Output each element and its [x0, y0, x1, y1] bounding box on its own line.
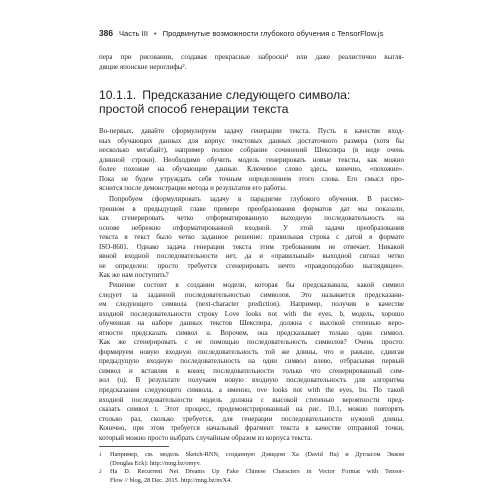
running-header: [99, 26, 399, 40]
footnote-line: Ha D. Recurrent Net Dreams Up Fake Chinese Characters in Vector Format with Tensor-: [110, 468, 404, 476]
footnote-marker: 2: [99, 469, 102, 476]
part-label: Часть III: [118, 28, 148, 38]
text-line: предсказания следующего символа, а именно, ove looks not with the eyes, bu. По такой: [99, 386, 404, 395]
text-line: следует за заданной последовательностью символов. Это называется предсказани-: [99, 290, 404, 299]
text-line: который можно просто выбрать случайным образом из корпуса текста.: [99, 433, 313, 442]
text-line: тренном в предыдущей главе примере преобразования форматов дат мы показали,: [99, 204, 404, 213]
text-line: сказать символ t. Этот процесс, продемонстрированный на рис. 10.1, можно повторять: [99, 405, 404, 414]
footnote-line: (Douglas Eck): http://mng.bz/omyv.: [110, 459, 201, 467]
text-line: столько раз, сколько требуется, для генерации последовательности нужной длины.: [99, 414, 404, 423]
text-line: пера при рисовании, создавая прекрасные наброски¹ или даже реалистично выгля-: [99, 53, 404, 61]
text-line: ISO-8601. Однако задача генерации текста этим требованиям не отвечает. Никакой: [99, 242, 404, 251]
text-line: как сгенерировать четко отформатированную выходную последовательность на: [99, 214, 404, 223]
text-line: обученная на наборе данных текстов Шекспира, должна с высокой степенью веро-: [99, 319, 404, 328]
footnote-1: [99, 451, 404, 468]
footnote-marker: 1: [99, 452, 102, 458]
text-line: Как же нам поступить?: [99, 271, 169, 280]
footnote-line: Например, см. модель Sketch-RNN, созданную Дэвидом Ха (David Ha) и Дугласом Экком: [110, 451, 404, 458]
header-bullet: •: [153, 28, 157, 38]
text-line: основе небрежно отформатированной входной. У этой задачи преобразования: [99, 223, 404, 232]
text-line: несколько мегабайт), например полное собрание сочинений Шекспира (в виде очень: [99, 146, 404, 155]
paragraph-3: [99, 281, 404, 443]
section-title-line1: Предсказание следующего символа:: [142, 88, 351, 102]
text-line: дящие японские иероглифы².: [99, 62, 187, 71]
page-number: 386: [99, 28, 113, 38]
footnotes: [99, 451, 404, 485]
text-line: Попробуем сформулировать задачу в парадигме глубокого обучения. В рассмо-: [109, 195, 404, 203]
text-line: ятности предсказать символ u. Впрочем, она предсказывает только один символ.: [99, 328, 404, 337]
text-line: более похожие на обучающие данные. Ключевое слово здесь, конечно, «похожие».: [99, 165, 404, 174]
text-line: текста в текст было четко заданное решение: правильная строка с датой в формате: [99, 233, 404, 242]
footnote-divider: [99, 446, 169, 447]
text-line: ем следующего символа (next-character prediction). Например, получив в качестве: [99, 300, 404, 309]
text-line: формируем новую входную последовательность той же длины, что и раньше, сдвигая: [99, 347, 404, 356]
text-line: яснится после демонстрации метода и результатов его работы.: [99, 184, 287, 193]
text-line: символ и вставляя в конец последовательности только что сгенерированный сим-: [99, 366, 404, 375]
paragraph-2: [99, 195, 404, 281]
text-line: Как же сгенерировать с ее помощью последовательность символов? Очень просто:: [99, 338, 404, 347]
text-line: предыдущую входную последовательность на один символ влево, отбрасывая первый: [99, 357, 404, 366]
paragraph-1: [99, 127, 404, 194]
text-line: Конечно, при этом требуется начальный фрагмент текста в качестве отправной точки,: [99, 424, 404, 433]
text-line: входной последовательности модель должна с высокой степенью вероятности пред-: [99, 395, 404, 404]
text-line: Решение состоит в создании модели, которая бы предсказывала, какой символ: [109, 281, 404, 289]
text-line: длинной строки). Необходимо обучить модель генерировать новые тексты, как можно: [99, 155, 404, 164]
chapter-title: Продвинутые возможности глубокого обучения с TensorFlow.js: [162, 28, 384, 38]
text-line: Пока не будем утруждать себя точным определением этого слова. Его смысл про-: [99, 174, 404, 183]
text-line: входной последовательности строку Love looks not with the eyes, b, модель, хорошо: [99, 309, 404, 318]
text-line: Во-первых, давайте сформулируем задачу генерации текста. Пусть в качестве вход-: [99, 127, 404, 135]
text-line: вол (u). В результате получаем новую входную последовательность для алгоритма: [99, 376, 404, 385]
footnote-line: Flow // blog, 28 Dec. 2015. http://mng.bz/nvX4.: [110, 476, 232, 484]
section-number: 10.1.1.: [99, 88, 137, 102]
text-line: не определен: просто требуется сгенерировать нечто «правдоподобно выглядящее».: [99, 261, 404, 270]
intro-paragraph: [99, 53, 404, 72]
text-line: ных обучающих данных для корпус текстовых данных достаточного размера (хотя бы: [99, 136, 404, 145]
footnote-2: [99, 468, 404, 485]
section-heading: [99, 88, 404, 117]
section-title-line2: простой способ генерации текста: [99, 102, 289, 117]
text-line: явной входной последовательности нет, да и «правильный» выходной сигнал четко: [99, 252, 404, 261]
